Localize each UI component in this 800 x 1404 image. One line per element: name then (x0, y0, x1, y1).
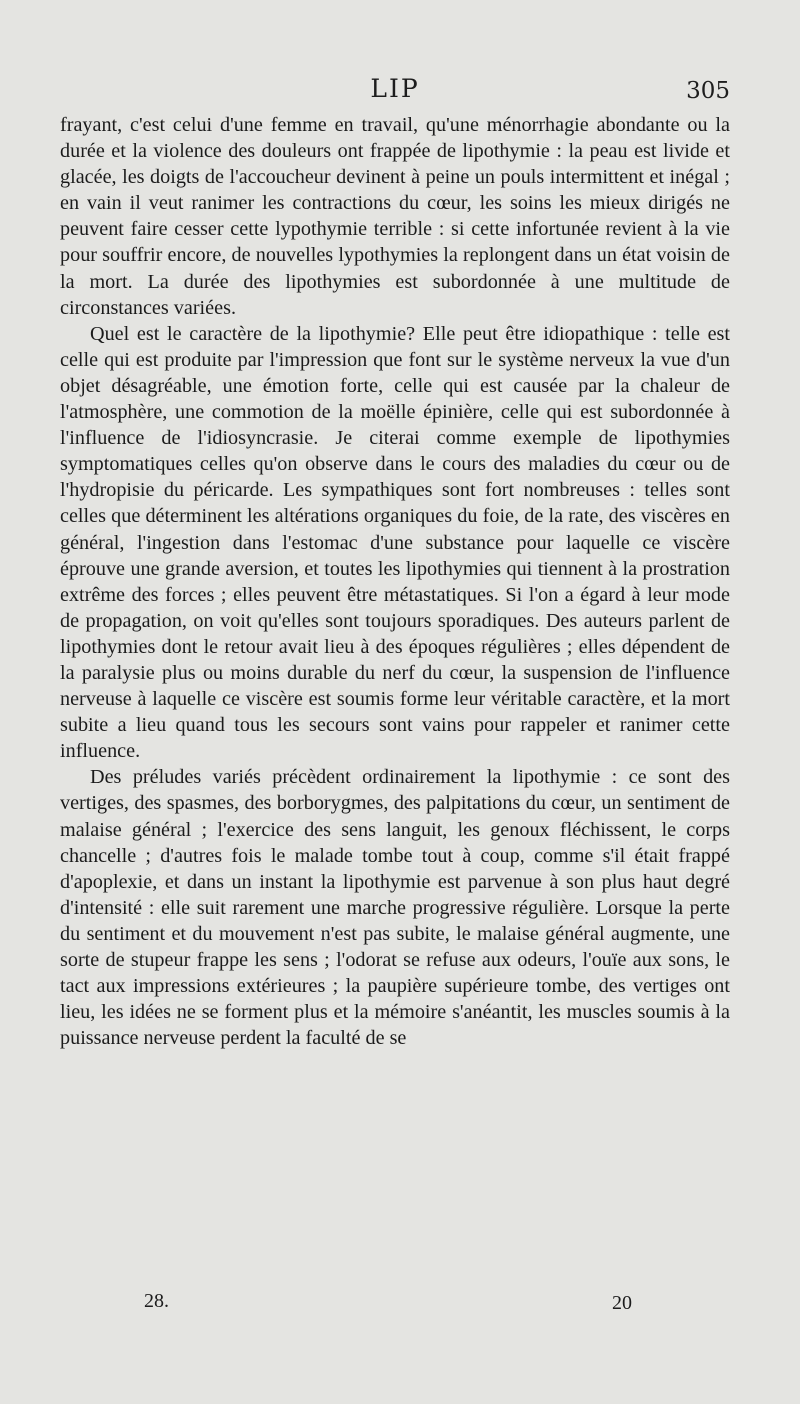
signature-mark-left: 28. (144, 1290, 169, 1312)
page-footer (60, 1290, 730, 1320)
paragraph-character: Quel est le caractère de la lipothymie? Elle peut être idiopathique : telle est celle qui est produite par l'impression que font sur le système nerveux la vue d'un objet désagréable, une émotion forte, celle qui est causée par la chaleur de l'atmosphère, une commotion de la moëlle épinière, celle qui est subordonnée à l'influence de l'idiosyncrasie. Je citerai comme exemple de lipothymies symptomatiques celles qu'on observe dans le cours des maladies du cœur ou de l'hydropisie du péricarde. Les sympathiques sont fort nombreuses : telles sont celles que déterminent les altérations organiques du foie, de la rate, des viscères en général, l'ingestion dans l'estomac d'une substance pour laquelle ce viscère éprouve une grande aversion, et toutes les lipothymies qui tiennent à la prostration extrême des forces ; elles peuvent être métastatiques. Si l'on a égard à leur mode de propagation, on voit qu'elles sont toujours sporadiques. Des auteurs parlent de lipothymies dont le retour avait lieu à des époques régulières ; elles dépendent de la paralysie plus ou moins durable du nerf du cœur, la suspension de l'influence nerveuse à laquelle ce viscère est soumis forme leur véritable caractère, et la mort subite a lieu quand tous les secours sont vains pour rappeler et ranimer cette influence. (60, 322, 730, 763)
page-header (60, 74, 730, 114)
paragraph-continuation: frayant, c'est celui d'une femme en travail, qu'une ménorrhagie abondante ou la durée et la violence des douleurs ont frappée de lipothymie : la peau est livide et glacée, les doigts de l'accoucheur devinent à peine un pouls intermittent et inégal ; en vain il veut ranimer les contractions du cœur, les soins les mieux dirigés ne peuvent faire cesser cette lypothymie terrible : si cette infortunée revient à la vie pour souffrir encore, de nouvelles lypothymies la replongent dans un état voisin de la mort. La durée des lipothymies est subordonnée à une multitude de circonstances variées. (60, 114, 730, 319)
body-text (60, 112, 730, 1051)
page-number: 305 (686, 78, 730, 104)
signature-mark-right: 20 (612, 1292, 632, 1314)
running-head: LIP (370, 74, 420, 103)
paragraph-preludes: Des préludes variés précèdent ordinairement la lipothymie : ce sont des vertiges, des spasmes, des borborygmes, des palpitations du cœur, un sentiment de malaise général ; l'exercice des sens languit, les genoux fléchissent, le corps chancelle ; d'autres fois le malade tombe tout à coup, comme s'il était frappé d'apoplexie, et dans un instant la lipothymie est parvenue à son plus haut degré d'intensité : elle suit rarement une marche progressive régulière. Lorsque la perte du sentiment et du mouvement n'est pas subite, le malaise général augmente, une sorte de stupeur frappe les sens ; l'odorat se refuse aux odeurs, l'ouïe aux sons, le tact aux impressions extérieures ; la paupière supérieure tombe, des vertiges ont lieu, les idées ne se forment plus et la mémoire s'anéantit, les muscles soumis à la puissance nerveuse perdent la faculté de se (60, 766, 730, 1050)
